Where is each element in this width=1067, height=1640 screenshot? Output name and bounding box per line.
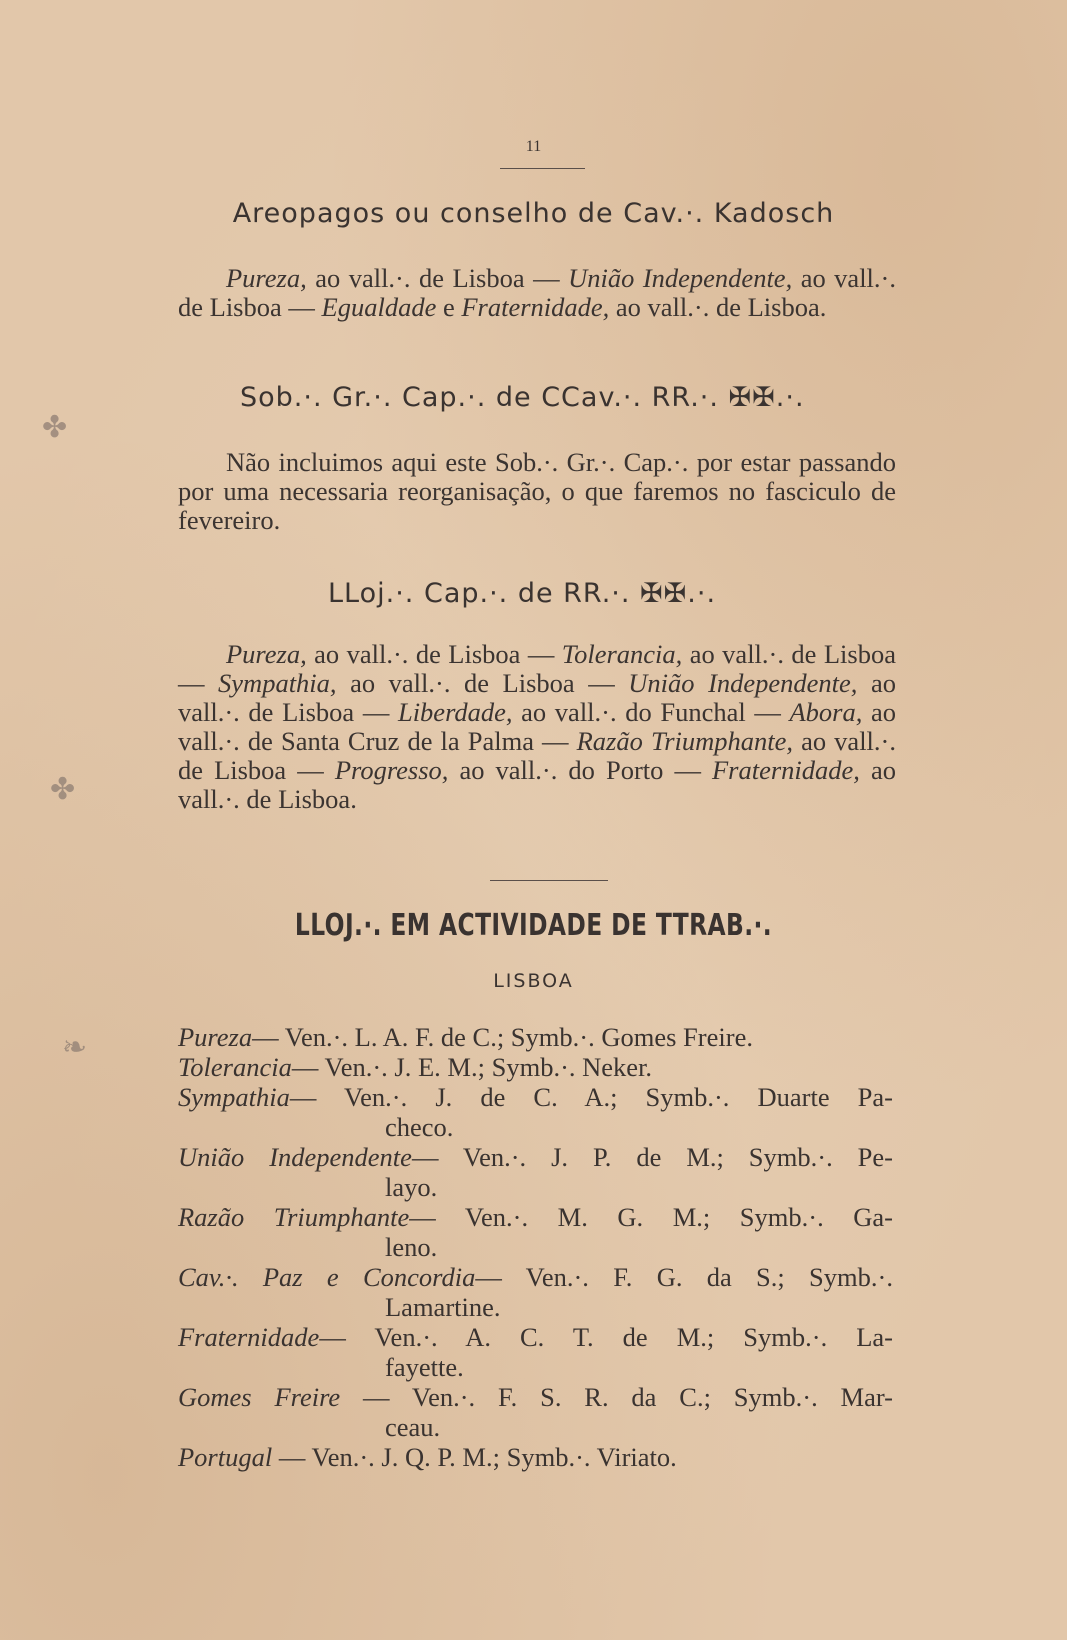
paragraph-lloj-cap <box>178 640 896 814</box>
paragraph-text: ao vall.·. de Lisboa — <box>306 639 562 669</box>
city-heading: LISBOA <box>493 970 574 992</box>
lodge-name: Fraternidade, <box>461 292 610 322</box>
lodge-name: Fraternidade <box>178 1322 320 1352</box>
lodge-entry <box>178 1262 893 1292</box>
lodge-name: União Independente, <box>568 263 793 293</box>
paragraph-text: e <box>436 292 462 322</box>
paragraph-text: ao vall.·. do Porto — <box>448 755 712 785</box>
lodge-name: Portugal <box>178 1442 273 1472</box>
paragraph-text: ao vall.·. de Lisboa — <box>178 668 896 727</box>
margin-ornament-icon: ✤ <box>50 773 76 806</box>
lodge-name: União Independente <box>178 1142 412 1172</box>
paragraph-text: ao vall.·. de Lisboa — <box>178 639 896 698</box>
heading-lloj-cap: LLoj.·. Cap.·. de RR.·. ✠✠.·. <box>328 578 717 609</box>
paragraph-text: ao vall.·. de Santa Cruz de la Palma — <box>178 697 897 756</box>
margin-ornament-icon: ❧ <box>62 1031 88 1064</box>
lodge-name: União Independente, <box>628 668 858 698</box>
lodge-entry <box>178 1052 893 1082</box>
paragraph-text: ao vall.·. de Lisboa. <box>178 755 897 814</box>
lodge-name: Razão Triumphante <box>178 1202 410 1232</box>
lodge-details-continuation: ceau. <box>385 1412 441 1442</box>
section-separator <box>490 880 608 881</box>
lodge-name: Tolerancia <box>178 1052 292 1082</box>
page-number-rule <box>500 168 585 169</box>
lodge-entry <box>178 1202 893 1232</box>
lodge-entry <box>178 1382 893 1412</box>
lodge-details-continuation: layo. <box>385 1172 438 1202</box>
lodge-entry <box>178 1082 893 1112</box>
lodge-name: Gomes Freire <box>178 1382 341 1412</box>
lodge-entry <box>178 1442 893 1472</box>
lodge-details: — Ven.·. F. S. R. da C.; Symb.·. Mar- <box>340 1382 893 1412</box>
lodge-details: — Ven.·. L. A. F. de C.; Symb.·. Gomes Freire. <box>252 1022 753 1052</box>
lodge-name: Sympathia, <box>218 668 337 698</box>
lodge-details: — Ven.·. M. G. M.; Symb.·. Ga- <box>409 1202 893 1232</box>
heading-lloj-actividade: LLOJ.·. EM ACTIVIDADE DE TTRAB.·. <box>294 908 773 943</box>
lodge-name: Sympathia <box>178 1082 290 1112</box>
paragraph-sob-text: Não incluimos aqui este Sob.·. Gr.·. Cap.·. por estar passando por uma necessaria reorganisação, o que faremos no fasciculo de fevereiro. <box>178 447 896 535</box>
paragraph-text: ao vall.·. de Lisboa — <box>178 726 896 785</box>
lodge-details: — Ven.·. J. E. M.; Symb.·. Neker. <box>291 1052 653 1082</box>
lodge-entry <box>178 1322 893 1352</box>
lodge-name: Razão Triumphante, <box>576 726 794 756</box>
lodge-name: Pureza <box>178 1022 253 1052</box>
lodge-name: Pureza, <box>226 639 307 669</box>
page-number: 11 <box>525 138 542 155</box>
lodge-details: — Ven.·. F. G. da S.; Symb.·. <box>475 1262 893 1292</box>
paragraph-areopagos <box>178 264 896 322</box>
paragraph-sob-gr-cap <box>178 448 896 535</box>
lodge-name: Abora, <box>789 697 863 727</box>
lodge-details-continuation: Lamartine. <box>385 1292 501 1322</box>
heading-sob-gr-cap: Sob.·. Gr.·. Cap.·. de CCav.·. RR.·. ✠✠.·. <box>240 382 805 413</box>
paragraph-text: ao vall.·. de Lisboa — <box>178 263 896 322</box>
paragraph-text: ao vall.·. de Lisboa — <box>306 263 569 293</box>
lodge-list <box>178 1022 893 1472</box>
lodge-details: — Ven.·. J. P. de M.; Symb.·. Pe- <box>411 1142 893 1172</box>
paragraph-text: ao vall.·. do Funchal — <box>512 697 790 727</box>
lodge-entry <box>178 1022 893 1052</box>
lodge-details: — Ven.·. J. de C. A.; Symb.·. Duarte Pa- <box>289 1082 893 1112</box>
lodge-details-continuation: fayette. <box>385 1352 464 1382</box>
lodge-name: Egualdade <box>321 292 437 322</box>
paragraph-text: ao vall.·. de Lisboa. <box>609 292 827 322</box>
lodge-details: — Ven.·. A. C. T. de M.; Symb.·. La- <box>319 1322 893 1352</box>
lodge-name: Cav.·. Paz e Concordia <box>178 1262 476 1292</box>
lodge-name: Liberdade, <box>397 697 513 727</box>
lodge-details: — Ven.·. J. Q. P. M.; Symb.·. Viriato. <box>272 1442 677 1472</box>
lodge-entry <box>178 1142 893 1172</box>
margin-ornament-icon: ✤ <box>42 411 68 444</box>
lodge-details-continuation: leno. <box>385 1232 438 1262</box>
paragraph-text: ao vall.·. de Lisboa — <box>336 668 629 698</box>
lodge-name: Fraternidade, <box>712 755 860 785</box>
heading-areopagos: Areopagos ou conselho de Cav.·. Kadosch <box>232 198 835 229</box>
lodge-name: Tolerancia, <box>561 639 683 669</box>
lodge-name: Progresso, <box>334 755 449 785</box>
lodge-name: Pureza, <box>226 263 307 293</box>
lodge-details-continuation: checo. <box>385 1112 454 1142</box>
